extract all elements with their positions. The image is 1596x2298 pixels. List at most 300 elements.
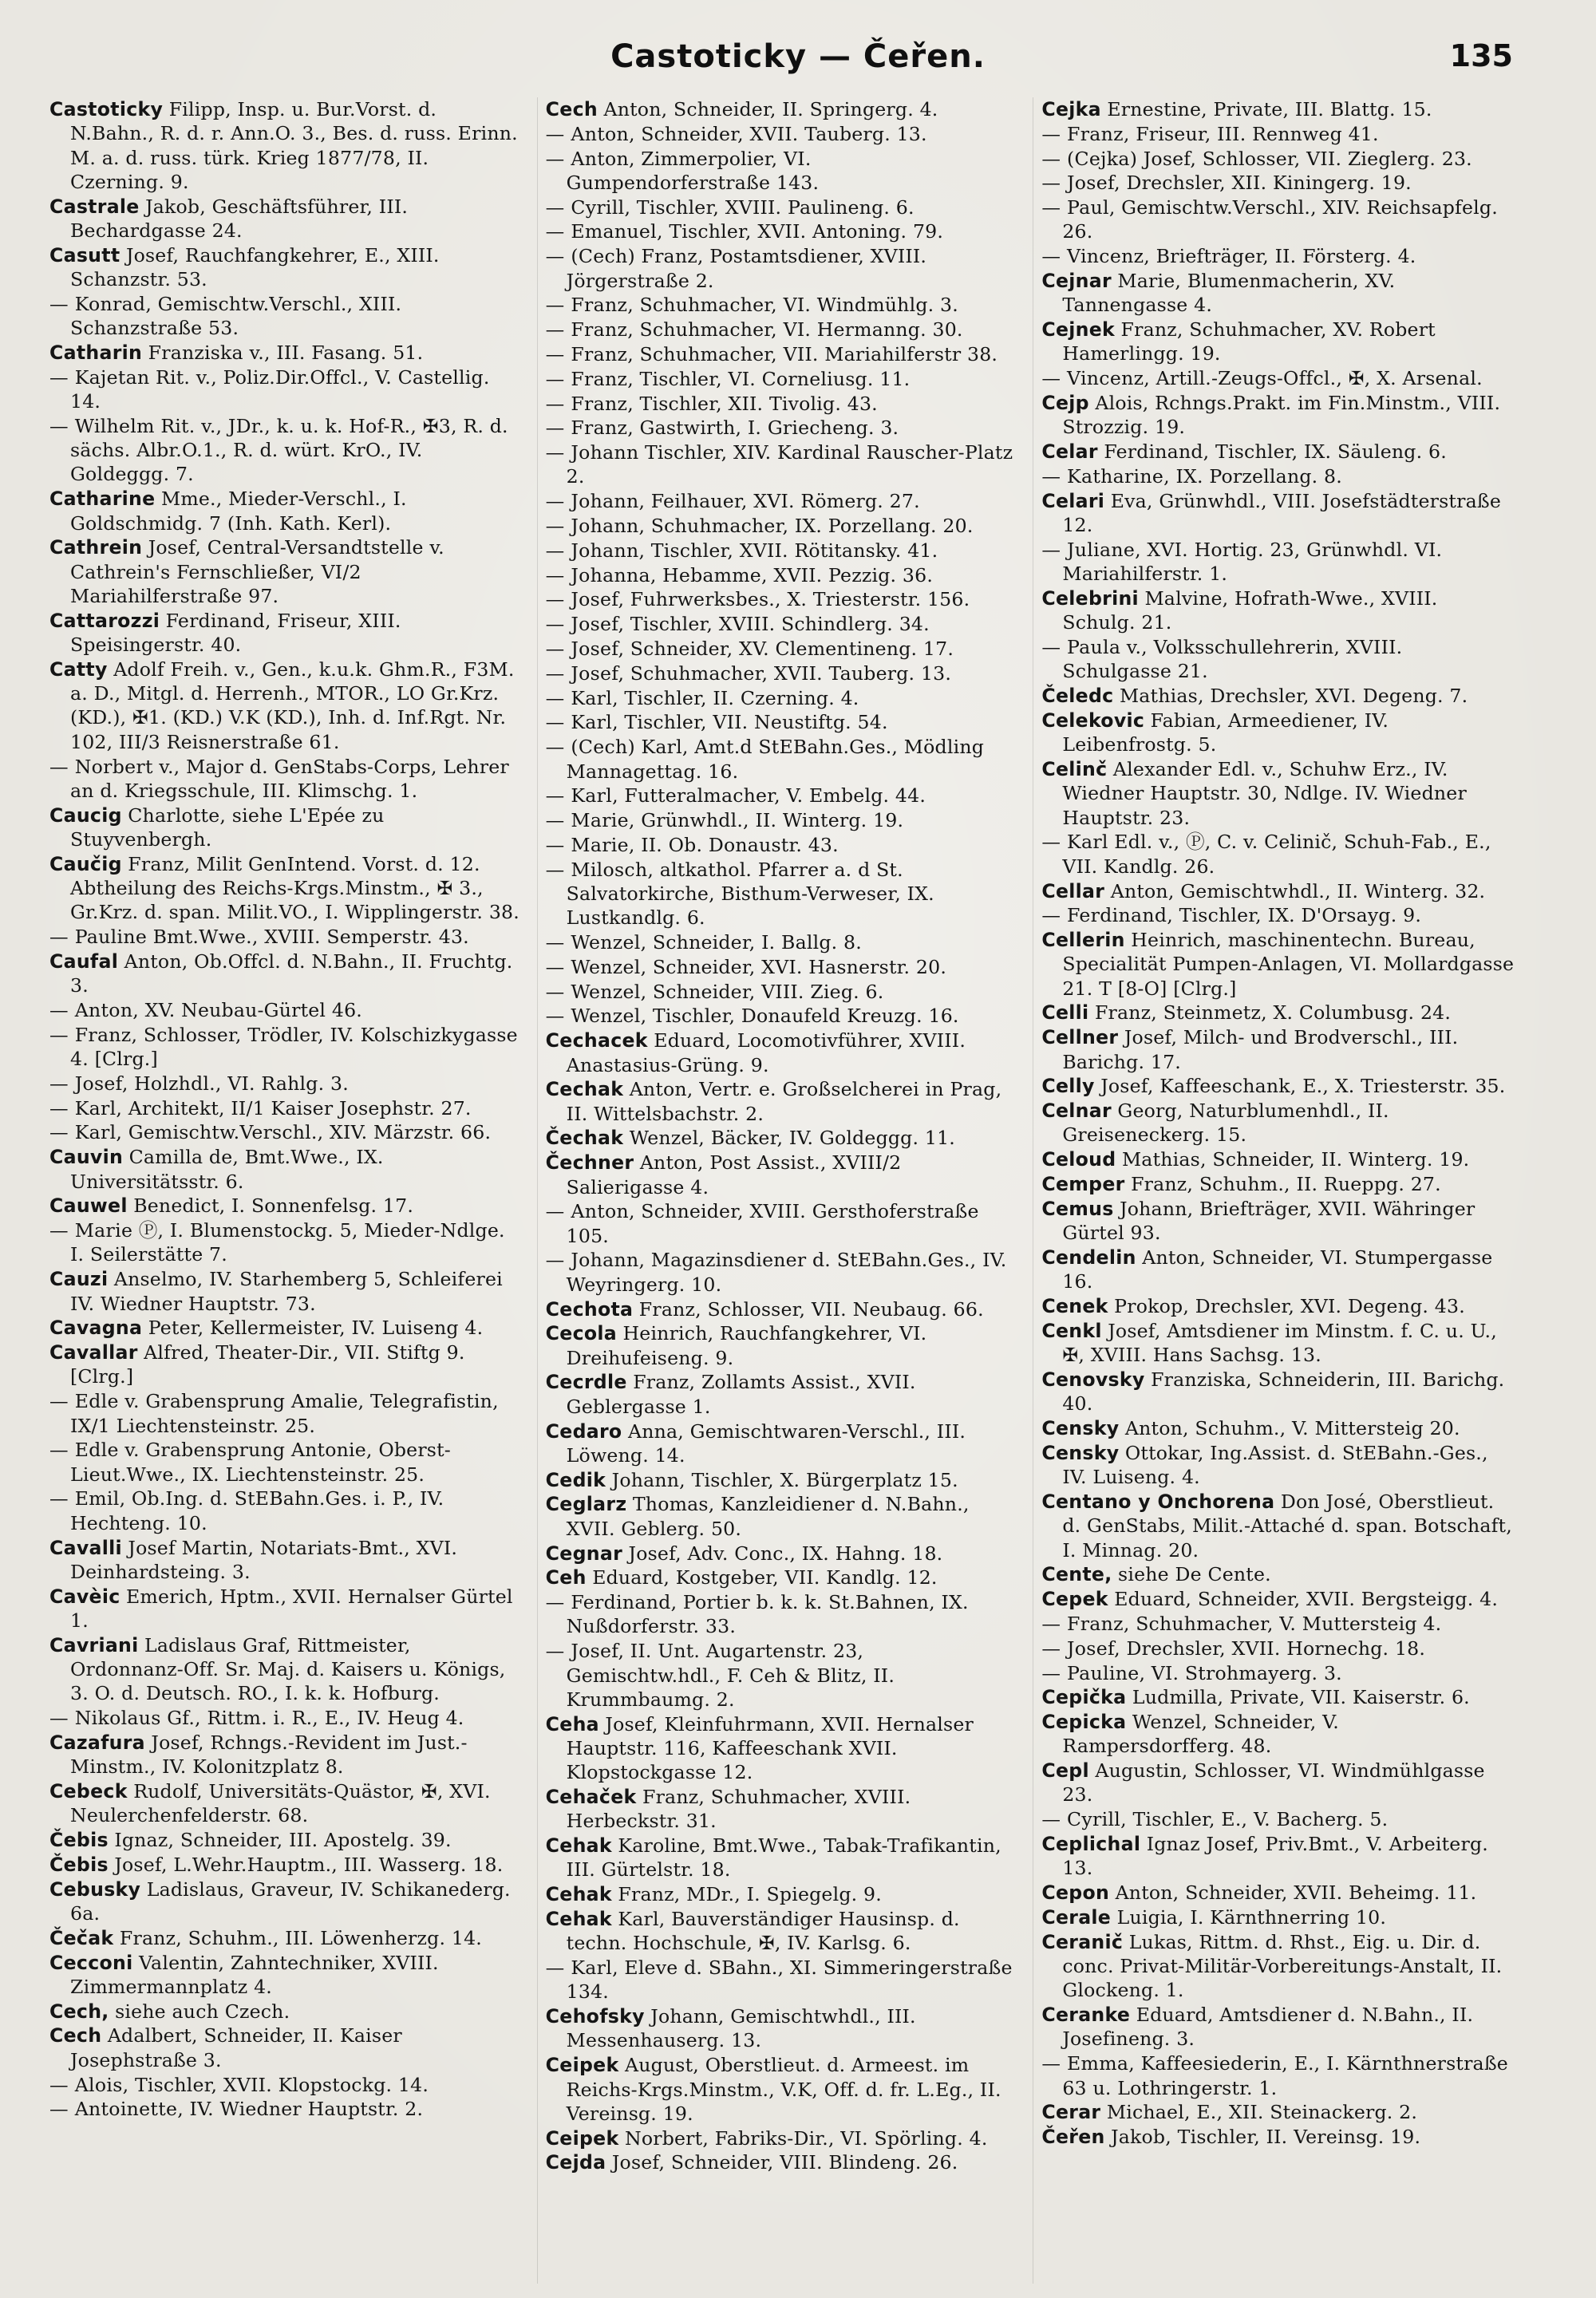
entry-name: Centano y Onchorena	[1041, 1490, 1275, 1513]
directory-entry	[546, 735, 1019, 784]
entry-name: — Johann,	[545, 1249, 646, 1272]
entry-name: — Edle	[49, 1439, 119, 1462]
entry-details: Eduard, Schneider, XVII. Bergsteigg. 4.	[1114, 1588, 1499, 1611]
entry-name: — Karl,	[545, 711, 618, 734]
directory-entry	[546, 122, 1019, 146]
directory-entry	[49, 535, 523, 608]
entry-details: Magazinsdiener d. StEBahn.Ges., IV. Weyringerg. 10.	[566, 1249, 1007, 1296]
entry-details: Edl. v., Ⓟ, C. v. Celinič, Schuh-Fab., E., VII. Kandlg. 26.	[1062, 831, 1491, 878]
entry-details: Tischler, XII. Tivolig. 43.	[639, 392, 878, 415]
directory-entry	[1041, 1759, 1515, 1807]
entry-details: Josef, L.Wehr.Hauptm., III. Wasserg. 18.	[114, 1853, 504, 1876]
entry-name: Cerar	[1041, 2101, 1101, 2124]
entry-name: — Franz,	[545, 392, 634, 415]
entry-details: Ladislaus, Graveur, IV. Schikanederg. 6a.	[70, 1877, 511, 1925]
entry-details: Franz, Zollamts Assist., XVII. Geblergasse 1.	[566, 1371, 916, 1418]
entry-details: Anton, Schneider, XVII. Beheimg. 11.	[1115, 1881, 1477, 1905]
directory-entry	[546, 147, 1019, 195]
directory-entry	[49, 1633, 523, 1706]
directory-entry	[546, 955, 1019, 979]
directory-entry	[546, 587, 1019, 611]
directory-entry	[546, 1004, 1019, 1028]
entry-name: — Johanna,	[545, 563, 657, 586]
entry-name: Caucig	[49, 804, 122, 827]
directory-entry	[546, 784, 1019, 807]
entry-name: Cebusky	[49, 1877, 141, 1901]
entry-name: Cehaček	[545, 1785, 637, 1808]
entry-details: Alexander Edl. v., Schuhw Erz., IV. Wiedner Hauptstr. 30, Ndlge. IV. Wiedner Hauptstr. 23.	[1062, 758, 1467, 829]
directory-entry	[49, 1706, 523, 1730]
entry-details: Friseur, III. Rennweg 41.	[1136, 122, 1379, 145]
entry-name: — Milosch,	[545, 858, 654, 881]
entry-details: Michael, E., XII. Steinackerg. 2.	[1106, 2101, 1418, 2124]
entry-name: Cebeck	[49, 1779, 128, 1802]
entry-name: Cavriani	[49, 1633, 139, 1656]
entry-name: — Karl,	[545, 1956, 618, 1980]
entry-name: Cecconi	[49, 1951, 133, 1974]
entry-name: Čechak	[545, 1127, 624, 1150]
entry-name: — Juliane,	[1041, 538, 1141, 561]
entry-name: Čeřen	[1041, 2126, 1105, 2149]
entry-name: Cente,	[1041, 1563, 1112, 1586]
entry-details: Mme., Mieder-Verschl., I. Goldschmidg. 7 (Inh. Kath. Kerl).	[70, 488, 407, 535]
directory-entry	[546, 440, 1019, 489]
directory-entry	[1041, 2003, 1515, 2051]
entry-details: Tischler, E., V. Bacherg. 5.	[1132, 1808, 1389, 1831]
entry-details: Tischler, XVIII. Schindlerg. 34.	[630, 613, 930, 636]
entry-name: Cechak	[545, 1078, 624, 1101]
directory-entry	[49, 1926, 523, 1950]
directory-entry	[49, 1853, 523, 1877]
entry-details: Georg, Naturblumenhdl., II. Greiseneckerg. 15.	[1062, 1100, 1389, 1147]
entry-name: — Josef,	[545, 588, 625, 611]
directory-entry	[546, 2150, 1019, 2174]
entry-details: Jakob, Tischler, II. Vereinsg. 19.	[1111, 2126, 1421, 2149]
directory-entry	[546, 342, 1019, 366]
entry-name: — Wenzel,	[545, 955, 647, 978]
entry-name: Cejp	[1041, 392, 1089, 415]
directory-entry	[49, 2097, 523, 2121]
entry-details: August, Oberstlieut. d. Armeest. im Reichs-Krgs.Minstm., V.K, Off. d. fr. L.Eg., II. Vereinsg. 19.	[566, 2054, 1001, 2125]
entry-details: altkathol. Pfarrer a. d St. Salvatorkirche, Bisthum-Verweser, IX. Lustkandlg. 6.	[566, 858, 934, 930]
directory-entry	[1041, 1832, 1515, 1881]
directory-entry	[1041, 1197, 1515, 1246]
entry-name: — Josef,	[1041, 1637, 1120, 1660]
entry-details: Tischler, VII. Neustiftg. 54.	[624, 711, 888, 734]
entry-name: Cecola	[545, 1322, 617, 1345]
entry-name: — Johann,	[545, 515, 646, 538]
entry-name: — Emma,	[1041, 2052, 1136, 2075]
directory-entry	[1041, 1416, 1515, 1440]
entry-name: Celekovic	[1041, 709, 1145, 732]
entry-details: Mathias, Drechsler, XVI. Degeng. 7.	[1119, 685, 1468, 708]
directory-entry	[1041, 879, 1515, 903]
directory-entry	[1041, 1147, 1515, 1171]
entry-name: — Franz,	[49, 1023, 138, 1046]
entry-name: — Karl,	[545, 686, 618, 709]
directory-entry	[546, 1468, 1019, 1492]
entry-name: — Wenzel,	[545, 980, 647, 1003]
entry-name: Celari	[1041, 489, 1105, 512]
entry-name: Castoticky	[49, 98, 164, 120]
entry-details: v. Grabensprung Amalie, Telegrafistin, IX/1 Liechtensteinstr. 25.	[70, 1390, 499, 1437]
directory-entry	[546, 489, 1019, 513]
entry-name: Censky	[1041, 1417, 1120, 1440]
directory-entry	[1041, 709, 1515, 757]
entry-details: siehe auch Czech.	[115, 2000, 290, 2023]
entry-name: Celli	[1041, 1001, 1089, 1025]
entry-details: Schuhmacher, VII. Mariahilferstr 38.	[639, 342, 998, 365]
directory-entry	[49, 414, 523, 487]
directory-entry	[49, 1438, 523, 1487]
entry-name: Ceipek	[545, 2126, 619, 2150]
entry-name: — Franz,	[545, 318, 634, 342]
entry-details: Josef, Amtsdiener im Minstm. f. C. u. U., ✠, XVIII. Hans Sachsg. 13.	[1062, 1319, 1497, 1367]
directory-entry	[49, 341, 523, 365]
directory-entry	[546, 980, 1019, 1004]
entry-name: — Anton,	[545, 1200, 635, 1223]
entry-name: — Johann,	[545, 539, 646, 562]
entry-details: Ernestine, Private, III. Blattg. 15.	[1107, 98, 1432, 120]
entry-name: Celoud	[1041, 1148, 1116, 1171]
entry-details: VI. Strohmayerg. 3.	[1151, 1661, 1342, 1684]
entry-name: — Ferdinand,	[545, 1591, 678, 1614]
directory-entry	[1041, 147, 1515, 171]
entry-name: — Ferdinand,	[1041, 904, 1174, 927]
directory-entry	[546, 318, 1019, 342]
entry-details: Schuhmacher, IX. Porzellang. 20.	[650, 515, 974, 538]
entry-details: Heinrich, maschinentechn. Bureau, Specialität Pumpen-Anlagen, VI. Mollardgasse 21. T [8-O] [Clrg.]	[1062, 929, 1515, 1000]
directory-entry	[1041, 1099, 1515, 1147]
directory-entry	[546, 1639, 1019, 1712]
directory-entry	[1041, 1025, 1515, 1074]
entry-name: Cehak	[545, 1907, 612, 1930]
entry-details: Franziska, Schneiderin, III. Barichg. 40.	[1062, 1368, 1505, 1416]
directory-entry	[49, 365, 523, 414]
directory-entry	[49, 1877, 523, 1926]
entry-details: IV. Wiedner Hauptstr. 2.	[189, 2098, 424, 2121]
entry-name: — Josef,	[545, 613, 625, 636]
directory-entry	[1041, 1490, 1515, 1562]
entry-details: Ottokar, Ing.Assist. d. StEBahn.-Ges., IV. Luiseng. 4.	[1062, 1441, 1488, 1489]
entry-name: — Konrad,	[49, 292, 152, 315]
directory-entry	[546, 293, 1019, 317]
entry-name: Cegnar	[545, 1542, 623, 1565]
entry-details: Ignaz, Schneider, III. Apostelg. 39.	[114, 1829, 452, 1852]
entry-name: Catharin	[49, 341, 143, 364]
entry-name: Catharine	[49, 488, 156, 511]
entry-details: Portier b. k. k. St.Bahnen, IX. Nußdorferstr. 33.	[566, 1591, 969, 1638]
entry-name: Celebrini	[1041, 586, 1139, 610]
directory-entry	[1041, 1685, 1515, 1709]
directory-entry	[1041, 1905, 1515, 1929]
directory-entry	[1041, 1074, 1515, 1098]
directory-entry	[546, 637, 1019, 661]
entry-name: Cejka	[1041, 98, 1101, 120]
entry-name: Čečak	[49, 1926, 114, 1949]
entry-name: — Josef,	[545, 1640, 625, 1663]
entry-name: Cavagna	[49, 1317, 143, 1340]
entry-name: — Marie,	[545, 809, 635, 832]
entry-name: — Franz,	[545, 294, 634, 317]
entry-name: Ceplichal	[1041, 1833, 1141, 1856]
entry-details: Josef, Schlosser, VII. Zieglerg. 23.	[1143, 147, 1472, 170]
entry-name: — Karl,	[49, 1121, 123, 1144]
directory-entry	[49, 1096, 523, 1120]
entry-name: Celar	[1041, 440, 1098, 464]
directory-entry	[546, 1199, 1019, 1248]
entry-name: Ceh	[545, 1566, 587, 1589]
directory-entry	[546, 1151, 1019, 1199]
directory-entry	[546, 686, 1019, 710]
entry-details: v., Major d. GenStabs-Corps, Lehrer an d. Kriegsschule, III. Klimschg. 1.	[70, 755, 509, 802]
entry-details: Holzhdl., VI. Rahlg. 3.	[134, 1072, 349, 1095]
entry-details: Mathias, Schneider, II. Winterg. 19.	[1121, 1148, 1470, 1171]
directory-entry	[1041, 1294, 1515, 1318]
directory-entry	[546, 1834, 1019, 1882]
entry-name: — Wenzel,	[545, 931, 647, 954]
entry-name: Cauwel	[49, 1194, 128, 1218]
entry-name: Cenek	[1041, 1295, 1108, 1318]
directory-entry	[1041, 440, 1515, 464]
entry-name: Cejnek	[1041, 318, 1116, 342]
entry-details: Anselmo, IV. Starhemberg 5, Schleiferei IV. Wiedner Hauptstr. 73.	[70, 1268, 503, 1315]
entry-name: Cehak	[545, 1883, 612, 1906]
entry-details: Johann, Briefträger, XVII. Währinger Gürtel 93.	[1062, 1197, 1476, 1245]
entry-details: Tischler, II. Czerning. 4.	[624, 686, 859, 709]
entry-name: Castrale	[49, 195, 140, 218]
directory-entry	[1041, 464, 1515, 488]
entry-name: — Paul,	[1041, 196, 1116, 219]
directory-entry	[1041, 1587, 1515, 1611]
directory-entry	[546, 1248, 1019, 1297]
entry-details: Gastwirth, I. Griecheng. 3.	[639, 417, 899, 440]
entry-details: Franz, Schuhm., III. Löwenherzg. 14.	[119, 1926, 482, 1949]
entry-details: Schneider, XVII. Tauberg. 13.	[641, 122, 927, 145]
entry-name: Cejnar	[1041, 270, 1112, 293]
directory-entry	[1041, 830, 1515, 879]
entry-details: Josef, Rauchfangkehrer, E., XIII. Schanzstr. 53.	[70, 243, 440, 291]
entry-name: Celinč	[1041, 758, 1108, 781]
entry-details: Rudolf, Universitäts-Quästor, ✠, XVI. Neulerchenfelderstr. 68.	[70, 1779, 491, 1827]
directory-entry	[1041, 1441, 1515, 1490]
entry-name: Cellerin	[1041, 929, 1125, 952]
entry-name: — Emanuel,	[545, 220, 663, 243]
entry-details: Ferdinand, Tischler, IX. Säuleng. 6.	[1104, 440, 1447, 464]
entry-name: Cavalli	[49, 1536, 122, 1559]
directory-entry	[1041, 318, 1515, 366]
directory-entry	[1041, 171, 1515, 195]
entry-details: v. Grabensprung Antonie, Oberst-Lieut.Wwe., IX. Liechtensteinstr. 25.	[70, 1439, 451, 1486]
directory-entry	[49, 1267, 523, 1316]
entry-details: Tischler, XVII. Rötitansky. 41.	[650, 539, 938, 562]
directory-entry	[1041, 1612, 1515, 1636]
entry-details: Eduard, Amtsdiener d. N.Bahn., II. Josefineng. 3.	[1062, 2004, 1474, 2051]
entry-name: Cecrdle	[545, 1371, 627, 1394]
directory-entry	[546, 1321, 1019, 1370]
entry-details: Gemischtw.Verschl., XIV. Reichsapfelg. 26.	[1062, 196, 1498, 243]
entry-name: Cemus	[1041, 1197, 1114, 1220]
directory-entry	[49, 2024, 523, 2072]
entry-details: Augustin, Schlosser, VI. Windmühlgasse 23.	[1062, 1759, 1485, 1806]
entry-details: Schneider, XVI. Hasnerstr. 20.	[652, 955, 947, 978]
entry-details: Eva, Grünwhdl., VIII. Josefstädterstraße 12.	[1062, 489, 1501, 537]
entry-name: — Edle	[49, 1390, 119, 1413]
entry-details: Benedict, I. Sonnenfelsg. 17.	[133, 1194, 414, 1218]
directory-entry	[546, 808, 1019, 832]
entry-details: Rit. v., Poliz.Dir.Offcl., V. Castellig. 14.	[70, 365, 490, 413]
entry-details: Ignaz Josef, Priv.Bmt., V. Arbeiterg. 13.	[1062, 1833, 1488, 1880]
entry-name: Cerale	[1041, 1905, 1112, 1929]
entry-details: Karoline, Bmt.Wwe., Tabak-Trafikantin, III. Gürtelstr. 18.	[566, 1834, 1001, 1881]
entry-details: Futteralmacher, V. Embelg. 44.	[624, 784, 926, 807]
entry-details: Alois, Rchngs.Prakt. im Fin.Minstm., VIII. Strozzig. 19.	[1062, 392, 1501, 439]
entry-name: Cellner	[1041, 1026, 1119, 1049]
entry-details: II. Unt. Augartenstr. 23, Gemischtw.hdl., F. Ceh & Blitz, II. Krummbaumg. 2.	[566, 1640, 895, 1711]
directory-entry	[49, 195, 523, 243]
entry-name: Caufal	[49, 950, 119, 973]
entry-details: Schuhmacher, VI. Windmühlg. 3.	[639, 294, 958, 317]
directory-entry	[1041, 1637, 1515, 1660]
entry-name: Čebis	[49, 1829, 109, 1852]
directory-entry	[546, 1712, 1019, 1785]
entry-details: Filipp, Insp. u. Bur.Vorst. d. N.Bahn., R. d. r. Ann.O. 3., Bes. d. russ. Erinn. M. a. d. russ. türk. Krieg 1877/78, II. Czerning. 9.	[70, 98, 518, 193]
entry-details: IX. Porzellang. 8.	[1175, 464, 1342, 488]
directory-entry	[1041, 1319, 1515, 1368]
directory-entry	[1041, 2100, 1515, 2124]
entry-name: — Marie,	[545, 833, 635, 856]
directory-entry	[49, 852, 523, 925]
entry-name: Cattarozzi	[49, 609, 160, 632]
entry-name: — (Cech)	[545, 245, 635, 268]
entry-details: Drechsler, XII. Kiningerg. 19.	[1126, 172, 1412, 195]
directory-entry	[546, 1029, 1019, 1077]
entry-details: Tischler, Donaufeld Kreuzg. 16.	[652, 1005, 959, 1028]
entry-name: — Johann,	[545, 490, 646, 513]
entry-details: Eleve d. SBahn., XI. Simmeringerstraße 134.	[566, 1956, 1013, 2004]
entry-name: — Josef,	[1041, 172, 1120, 195]
directory-entry	[546, 1077, 1019, 1126]
entry-details: Josef, Kleinfuhrmann, XVII. Hernalser Hauptstr. 116, Kaffeeschank XVII. Klopstockgasse 12.	[566, 1712, 974, 1784]
entry-name: — Franz,	[1041, 1612, 1130, 1635]
directory-entry	[49, 1487, 523, 1535]
entry-details: Adolf Freih. v., Gen., k.u.k. Ghm.R., F3M. a. D., Mitgl. d. Herrenh., MTOR., LO Gr.Krz. (KD.), ✠1. (KD.) V.K (KD.), Inh. d. Inf.Rgt. Nr. 102, III/3 Reisnerstraße 61.	[70, 657, 515, 753]
entry-details: Tischler, XVIII. Paulineng. 6.	[636, 195, 915, 219]
entry-details: Josef, Rchngs.-Revident im Just.-Minstm., IV. Kolonitzplatz 8.	[70, 1731, 468, 1779]
entry-name: — Anton,	[545, 122, 635, 145]
directory-entry	[546, 930, 1019, 954]
entry-name: Catty	[49, 657, 108, 681]
entry-name: — Vincenz,	[1041, 367, 1151, 390]
directory-entry	[546, 416, 1019, 440]
directory-entry	[546, 563, 1019, 587]
entry-name: Čebis	[49, 1853, 109, 1876]
entry-details: Marie, Blumenmacherin, XV. Tannengasse 4.	[1062, 270, 1396, 317]
entry-details: siehe De Cente.	[1118, 1563, 1271, 1586]
entry-name: Cazafura	[49, 1731, 145, 1754]
entry-name: Cepl	[1041, 1759, 1089, 1783]
entry-name: Cech	[49, 2024, 102, 2047]
directory-entry	[546, 367, 1019, 391]
directory-entry	[49, 2073, 523, 2097]
entry-name: Cehofsky	[545, 2005, 645, 2028]
entry-name: Ceranke	[1041, 2004, 1131, 2027]
directory-entry	[49, 804, 523, 852]
entry-details: Tischler, IX. D'Orsayg. 9.	[1179, 904, 1422, 927]
entry-name: Cechacek	[545, 1029, 648, 1052]
entry-details: Tischler, VI. Corneliusg. 11.	[639, 367, 911, 390]
entry-details: Anton, Ob.Offcl. d. N.Bahn., II. Fruchtg. 3.	[70, 950, 513, 997]
entry-details: Schuhmacher, VI. Hermanng. 30.	[639, 318, 963, 342]
entry-name: Cauzi	[49, 1268, 109, 1291]
entry-details: Peter, Kellermeister, IV. Luiseng 4.	[148, 1317, 484, 1340]
entry-name: Čechner	[545, 1151, 634, 1175]
entry-details: Fabian, Armeediener, IV. Leibenfrostg. 5.	[1062, 709, 1389, 756]
entry-name: — Anton,	[545, 147, 635, 170]
directory-entry	[49, 998, 523, 1022]
entry-name: Cejda	[545, 2151, 606, 2174]
directory-entry	[1041, 586, 1515, 635]
directory-entry	[49, 487, 523, 535]
entry-name: Ceglarz	[545, 1493, 627, 1516]
entry-details: Anton, Post Assist., XVIII/2 Salierigasse 4.	[566, 1151, 902, 1198]
entry-name: Casutt	[49, 243, 120, 267]
directory-entry	[1041, 366, 1515, 390]
directory-entry	[546, 219, 1019, 243]
entry-name: — Johann	[545, 441, 639, 464]
entry-name: Čeledc	[1041, 685, 1114, 708]
entry-details: Franz, Schuhm., II. Rueppg. 27.	[1131, 1173, 1441, 1196]
entry-details: Josef, Adv. Conc., IX. Hahng. 18.	[628, 1542, 943, 1565]
directory-entry	[1041, 1710, 1515, 1759]
entry-name: Cenovsky	[1041, 1368, 1145, 1391]
entry-details: Anton, Schneider, II. Springerg. 4.	[603, 98, 938, 120]
entry-name: Cemper	[1041, 1173, 1125, 1196]
entry-name: Cech,	[49, 2000, 109, 2023]
entry-details: Ob.Ing. d. StEBahn.Ges. i. P., IV. Hechteng. 10.	[70, 1487, 444, 1534]
entry-details: Schneider, XV. Clementineng. 17.	[630, 638, 954, 661]
entry-details: Eduard, Locomotivführer, XVIII. Anastasius-Grüng. 9.	[566, 1029, 966, 1076]
directory-entry	[49, 243, 523, 292]
entry-details: Franz, MDr., I. Spiegelg. 9.	[618, 1883, 882, 1906]
entry-details: Prokop, Drechsler, XVI. Degeng. 43.	[1114, 1295, 1465, 1318]
directory-entry	[546, 1419, 1019, 1468]
entry-details: Josef, Central-Versandtstelle v. Cathrein's Fernschließer, VI/2 Mariahilferstraße 97.	[70, 536, 444, 607]
directory-entry	[546, 97, 1019, 121]
directory-entry	[49, 1731, 523, 1779]
entry-name: Cechota	[545, 1297, 634, 1321]
entry-details: Eduard, Kostgeber, VII. Kandlg. 12.	[592, 1566, 938, 1589]
entry-name: Celnar	[1041, 1100, 1112, 1123]
directory-entry	[49, 950, 523, 998]
directory-entry	[1041, 1246, 1515, 1294]
directory-entry	[49, 1389, 523, 1438]
entry-details: Anton, Schneider, VI. Stumpergasse 16.	[1062, 1246, 1493, 1293]
entry-details: Anton, Vertr. e. Großselcherei in Prag, II. Wittelsbachstr. 2.	[566, 1078, 1002, 1125]
directory-entry	[546, 1590, 1019, 1639]
directory-entry	[546, 2126, 1019, 2150]
entry-details: Schneider, VIII. Zieg. 6.	[652, 980, 884, 1003]
directory-entry	[546, 1126, 1019, 1150]
directory-entry	[546, 1882, 1019, 1906]
directory-entry	[49, 755, 523, 804]
entry-name: — Norbert	[49, 755, 153, 778]
entry-name: — Pauline,	[1041, 1661, 1146, 1684]
directory-columns	[49, 97, 1515, 2284]
directory-entry	[1041, 684, 1515, 708]
entry-details: Franz, Steinmetz, X. Columbusg. 24.	[1094, 1001, 1452, 1025]
directory-entry	[49, 2000, 523, 2024]
